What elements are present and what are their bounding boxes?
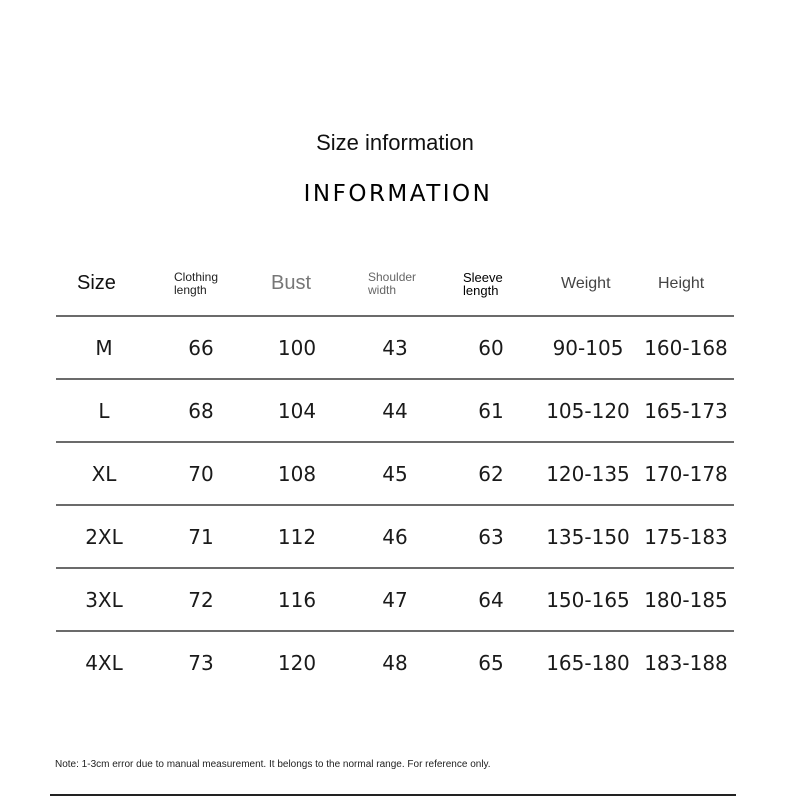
size-cell: 4XL (85, 650, 123, 675)
table-row (56, 569, 734, 630)
shoulder-width-cell: 47 (382, 587, 408, 612)
page-title: Size information (316, 130, 474, 155)
bust-cell: 104 (277, 398, 317, 423)
measurement-note: Note: 1-3cm error due to manual measurement. It belongs to the normal range. For reference only. (55, 759, 491, 770)
clothing-length-cell: 70 (188, 461, 214, 486)
size-table (56, 252, 734, 693)
height-cell: 170-178 (644, 461, 728, 486)
bust-cell: 120 (277, 650, 317, 675)
table-row (56, 443, 734, 504)
header-size: Size (77, 272, 116, 294)
table-row (56, 632, 734, 693)
bust-cell: 100 (277, 335, 317, 360)
bust-cell: 116 (277, 587, 317, 612)
page-subtitle: INFORMATION (303, 181, 493, 207)
weight-cell: 165-180 (546, 650, 630, 675)
clothing-length-cell: 71 (188, 524, 214, 549)
size-cell: 3XL (85, 587, 123, 612)
header-weight: Weight (561, 274, 611, 292)
shoulder-width-cell: 48 (382, 650, 408, 675)
weight-cell: 90-105 (552, 335, 624, 360)
table-row (56, 380, 734, 441)
size-cell: M (95, 335, 113, 360)
clothing-length-cell: 72 (188, 587, 214, 612)
header-height: Height (658, 274, 705, 292)
weight-cell: 105-120 (546, 398, 630, 423)
clothing-length-cell: 66 (188, 335, 214, 360)
height-cell: 175-183 (644, 524, 728, 549)
size-cell: 2XL (85, 524, 123, 549)
height-cell: 165-173 (644, 398, 728, 423)
height-cell: 183-188 (644, 650, 728, 675)
height-cell: 180-185 (644, 587, 728, 612)
weight-cell: 120-135 (546, 461, 630, 486)
header-sleeve-length: Sleeve length (463, 269, 503, 298)
table-row (56, 506, 734, 567)
sleeve-length-cell: 65 (478, 650, 504, 675)
sleeve-length-cell: 61 (478, 398, 504, 423)
table-header (56, 252, 734, 315)
size-cell: L (98, 398, 110, 423)
table-row (56, 317, 734, 378)
weight-cell: 135-150 (546, 524, 630, 549)
footer-divider (50, 794, 736, 796)
header-bust: Bust (271, 272, 312, 294)
clothing-length-cell: 68 (188, 398, 214, 423)
bust-cell: 112 (277, 524, 317, 549)
sleeve-length-cell: 60 (478, 335, 504, 360)
sleeve-length-cell: 63 (478, 524, 504, 549)
header-shoulder-width: Shoulder width (368, 269, 417, 297)
clothing-length-cell: 73 (188, 650, 214, 675)
shoulder-width-cell: 43 (382, 335, 408, 360)
height-cell: 160-168 (644, 335, 728, 360)
sleeve-length-cell: 62 (478, 461, 504, 486)
header-clothing-length: Clothing length (174, 269, 219, 297)
shoulder-width-cell: 44 (382, 398, 408, 423)
shoulder-width-cell: 46 (382, 524, 408, 549)
sleeve-length-cell: 64 (478, 587, 504, 612)
shoulder-width-cell: 45 (382, 461, 408, 486)
bust-cell: 108 (277, 461, 317, 486)
weight-cell: 150-165 (546, 587, 630, 612)
size-cell: XL (91, 461, 117, 486)
